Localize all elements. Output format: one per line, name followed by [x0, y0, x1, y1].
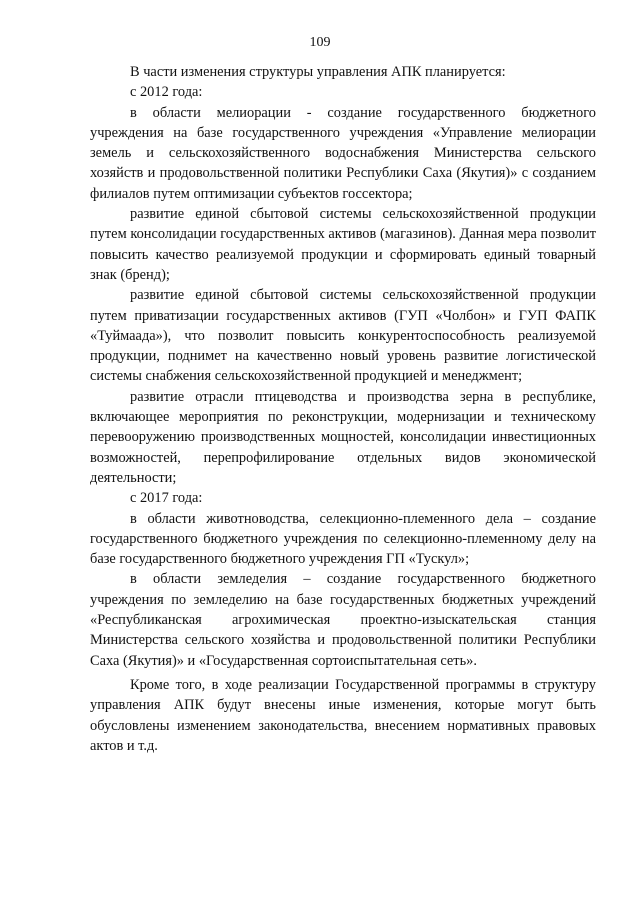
paragraph-sales-consolidation: развитие единой сбытовой системы сельскохозяйственной продукции путем консолидации государственных активов (магазинов). Данная мера позволит повысить качество реализуемой продукции и сформировать единый товарный знак (бренд); — [90, 206, 596, 283]
paragraph-intro: В части изменения структуры управления АПК планируется: — [130, 64, 506, 80]
paragraph-livestock: в области животноводства, селекционно-племенного дела – создание государственного бюджетного учреждения по селекционно-племенному делу на базе государственного бюджетного учреждения ГП «Тускул»; — [90, 510, 596, 568]
paragraph-since-2012: с 2012 года: — [130, 84, 203, 101]
paragraph-agriculture: в области земледелия – создание государственного бюджетного учреждения по земледелию на базе государственных бюджетных учреждений «Республиканская агрохимическая проектно-изыскательская станция Министерства сельского хозяйства и продовольственной политики Республики Саха (Якутия)» и «Государственная сортоиспытательная сеть». — [90, 571, 596, 669]
paragraph-conclusion: Кроме того, в ходе реализации Государственной программы в структуру управления АПК будут внесены иные изменения, которые могут быть обусловлены изменением законодательства, внесением нормативных правовых актов и т.д. — [90, 676, 596, 754]
paragraph-sales-privatization: развитие единой сбытовой системы сельскохозяйственной продукции путем приватизации государственных активов (ГУП «Чолбон» и ГУП ФАПК «Туймаада»), что позволит повысить конкурентоспособность реализуемой продукции, поднимет на качественно новый уровень развитие логистической системы снабжения сельскохозяйственной продукцией и менеджмент; — [90, 287, 596, 385]
paragraph-poultry-grain: развитие отрасли птицеводства и производства зерна в республике, включающее мероприятия по реконструкции, модернизации и техническому перевооружению производственных мощностей, консолидации инвестиционных возможностей, перепрофилирование отдельных видов экономической деятельности; — [90, 388, 596, 486]
paragraph-melioration: в области мелиорации - создание государственного бюджетного учреждения на базе государственного учреждения «Управление мелиорации земель и сельскохозяйственного водоснабжения Министерства сельского хозяйств и продовольственной политики Республики Саха (Якутия)» с созданием филиалов путем оптимизации субъектов госсектора; — [90, 104, 596, 202]
document-body — [90, 62, 596, 756]
page-number: 109 — [309, 35, 331, 50]
paragraph-since-2017: с 2017 года: — [130, 490, 203, 507]
